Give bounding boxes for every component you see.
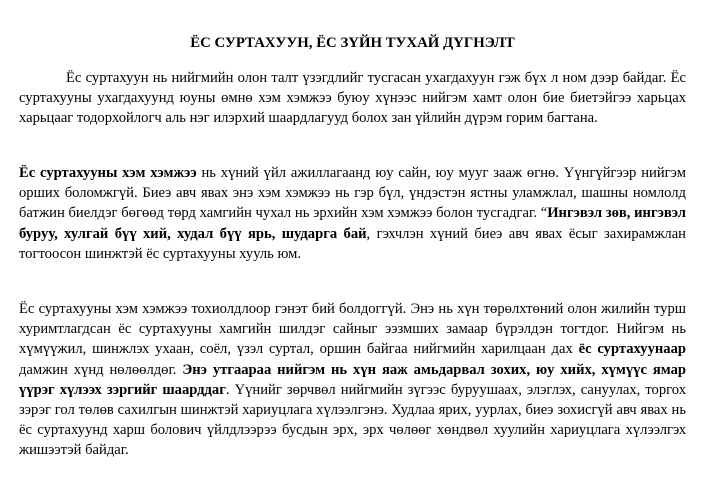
paragraph-3-text-c: . Үүнийг зөрчвөл нийгмийн зүгээс буруушаах, элэглэх, сануулах, торгох зэрэг гол төлөв сахилгын шинжтэй хариуцлага хүлээлгэнэ. Худлаа ярих, уурлах, биеэ зохисгүй авч явах нь ёс суртахуунд харш болович үйлдлээрээ бусдын эрх, эрх чөлөөг хөндвөл хуулийн хариуцлага хүлээлгэх жишээтэй байдаг. [19, 381, 686, 459]
paragraph-2-bold-quote: Ингэвэл зөв, ингэвэл буруу, хулгай бүү хий, худал бүү ярь, шударга бай [19, 205, 686, 242]
paragraph-3 [19, 299, 686, 461]
paragraph-1 [19, 68, 686, 129]
document-title: ЁС СУРТАХУУН, ЁС ЗҮЙН ТУХАЙ ДҮГНЭЛТ [190, 35, 515, 51]
paragraph-2-bold-lead: Ёс суртахууны хэм хэмжээ [19, 165, 197, 181]
paragraph-3-bold-2: Энэ утгаараа нийгэм нь хүн яаж амьдарвал зохих, юу хийх, хүмүүс ямар үүрэг хүлээх зэргийг шаарддаг [19, 361, 686, 398]
paragraph-3-text-b: дамжин хүнд нөлөөлдөг. [19, 361, 183, 378]
paragraph-2-text-b: , гэхчлэн хүний биеэ авч явах ёсыг захирамжлан тогтоосон шинжтэй ёс суртахууны хууль юм. [19, 225, 686, 262]
paragraph-3-text-a: Ёс суртахууны хэм хэмжээ тохиолдлоор гэнэт бий болдоггүй. Энэ нь хүн төрөлхтөний олон жилийн турш хуримтлагдсан ёс суртахууны хамгийн шилдэг сайныг ээзмших замаар бүрэлдэн тогтдог. Нийгэм нь хүмүүжил, шинжлэх ухаан, соёл, үзэл суртал, оршин байгаа нийгмийн харилцаан дах [19, 301, 686, 358]
paragraph-3-bold-1: ёс суртахуунаар [578, 341, 686, 358]
paragraph-1-text: Ёс суртахуун нь нийгмийн олон талт үзэгдлийг тусгасан ухагдахуун гэж бүх л ном дээр байдаг. Ёс суртахууны ухагдахуунд юуны өмнө хэм хэмжээ буюу хүнээс нийгэм хамт олон бие биетэйгээ харьцах харьцааг тодорхойлогч аль нэг илэрхий шаардлагууд болох зан үйлийн дүрэм горим багтана. [19, 70, 686, 127]
paragraph-2 [19, 163, 686, 264]
paragraph-2-text-a: нь хүний үйл ажиллагаанд юу сайн, юу мууг зааж өгнө. Үүнгүйгээр нийгэм орших боломжгүй. Биеэ авч явах энэ хэм хэмжээ нь гэр бүл, үндэстэн ястны уламжлал, шашны номлолд батжин биелдэг бөгөөд төрд хамгийн чухал нь эрхийн хэм хэмжээ болон тусгадгаг. “ [19, 165, 686, 222]
